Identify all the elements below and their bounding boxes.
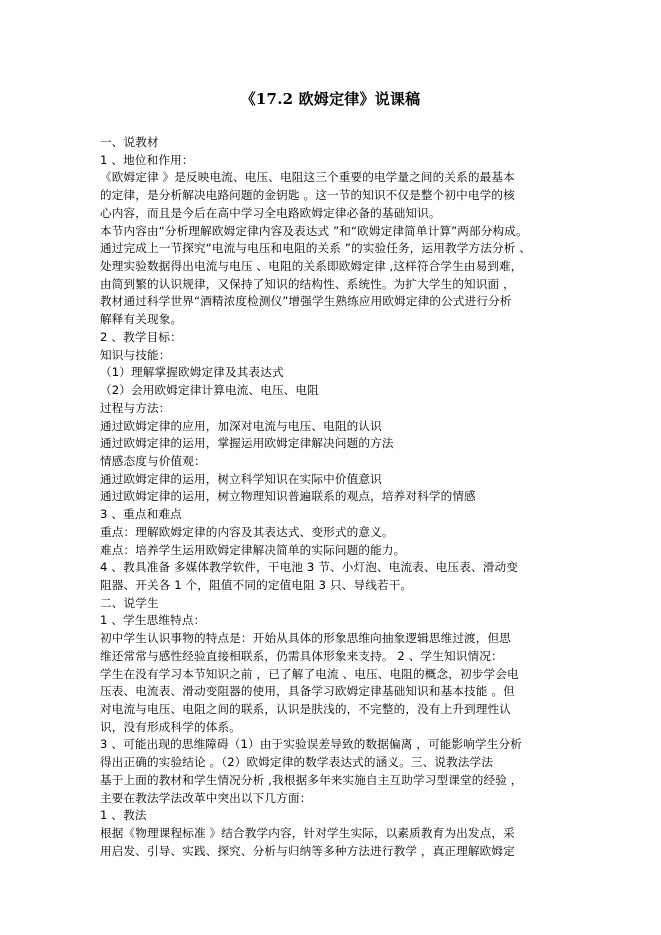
text-line: 情感态度与价值观： [100,453,206,468]
text-line: 维还常常与感性经验直接相联系，仍需具体形象来支持。 2 、学生知识情况： [100,648,503,663]
text-line: 基于上面的教材和学生情况分析 ,我根据多年来实施自主互助学习型课堂的经验 ， [100,772,523,787]
text-line: 初中学生认识事物的特点是：开始从具体的形象思维向抽象逻辑思维过渡，但思 [100,631,512,646]
text-line: 对电流与电压、电阻之间的联系，认识是肤浅的，不完整的，没有上升到理性认 [100,702,512,716]
text-line: 通过欧姆定律的应用，加深对电流与电压、电阻的认识 [100,418,382,433]
text-line: 一、说教材 [100,135,159,149]
text-line: 1 、教法 [100,808,147,823]
text-line: 用启发、引导、实践、探究、分析与归纳等多种方法进行教学 ，真正理解欧姆定 [100,843,515,858]
text-line: 通过欧姆定律的运用，掌握运用欧姆定律解决问题的方法 [100,436,394,451]
text-line: 4 、教具准备 多媒体教学软件，干电池 3 节、小灯泡、电流表、电压表、滑动变 [100,560,518,575]
text-line: 难点：培养学生运用欧姆定律解决简单的实际问题的能力。 [100,542,406,557]
text-line: 心内容，而且是今后在高中学习全电路欧姆定律必备的基础知识。 [100,205,441,220]
text-line: 通过欧姆定律的运用，树立科学知识在实际中价值意识 [100,471,382,486]
text-line: 的定律，是分析解决电路问题的金钥匙 。这一节的知识不仅是整个初中电学的核 [100,188,515,203]
document-body [100,134,570,860]
text-line: 1 、地位和作用： [100,152,194,167]
text-line: 2 、教学目标： [100,329,182,344]
text-line: 《欧姆定律 》是反映电流、电压、电阻这三个重要的电学量之间的关系的最基本 [100,170,515,185]
text-line: 过程与方法： [100,400,171,415]
text-line: 3 、重点和难点 [100,507,182,522]
text-line: 本节内容由“分析理解欧姆定律内容及表达式 ”和“欧姆定律简单计算”两部分构成。 [100,223,528,238]
text-line: （1）理解掌握欧姆定律及其表达式 [100,365,284,380]
text-line: 1 、学生思维特点： [100,613,206,628]
text-line: 3 、可能出现的思维障碍（1）由于实验误差导致的数据偏离 ，可能影响学生分析 [100,737,523,752]
text-line: 二、说学生 [100,595,159,610]
text-line: 学生在没有学习本节知识之前 ，已了解了电流 、电压、电阻的概念，初步学会电 [100,666,519,681]
text-line: 重点：理解欧姆定律的内容及其表达式、变形式的意义。 [100,524,394,539]
text-line: 通过完成上一节探究“电流与电压和电阻的关系 ”的实验任务，运用教学方法分析 、 [100,241,532,256]
text-line: 教材通过科学世界“酒精浓度检测仪”增强学生熟练应用欧姆定律的公式进行分析 [100,294,512,309]
text-line: 解释有关现象。 [100,312,183,327]
document-title: 《17.2 欧姆定律》说课稿 [240,90,421,108]
text-line: 得出正确的实验结论 。（2）欧姆定律的数学表达式的涵义。三、说教法学法 [100,755,494,770]
text-line: 由简到繁的认识规律，又保持了知识的结构性、系统性。为扩大学生的知识面 ， [100,276,515,291]
text-line: 识，没有形成科学的体系。 [100,719,241,734]
text-line: 知识与技能： [100,347,171,362]
text-line: 处理实验数据得出电流与电压 、电阻的关系即欧姆定律 ,这样符合学生由易到难， [100,259,523,274]
text-line: 通过欧姆定律的运用，树立物理知识普遍联系的观点，培养对科学的情感 [100,489,476,504]
text-line: 压表、电流表、滑动变阻器的使用，具备学习欧姆定律基础知识和基本技能 。但 [100,684,515,699]
text-line: 阻器、开关各 1 个，阻值不同的定值电阻 3 只、导线若干。 [100,577,413,592]
text-line: 主要在教法学法改革中突出以下几方面： [100,790,312,805]
text-line: （2）会用欧姆定律计算电流、电压、电阻 [100,383,319,398]
text-line: 根据《物理课程标准 》结合教学内容，针对学生实际，以素质教育为出发点，采 [100,826,515,841]
